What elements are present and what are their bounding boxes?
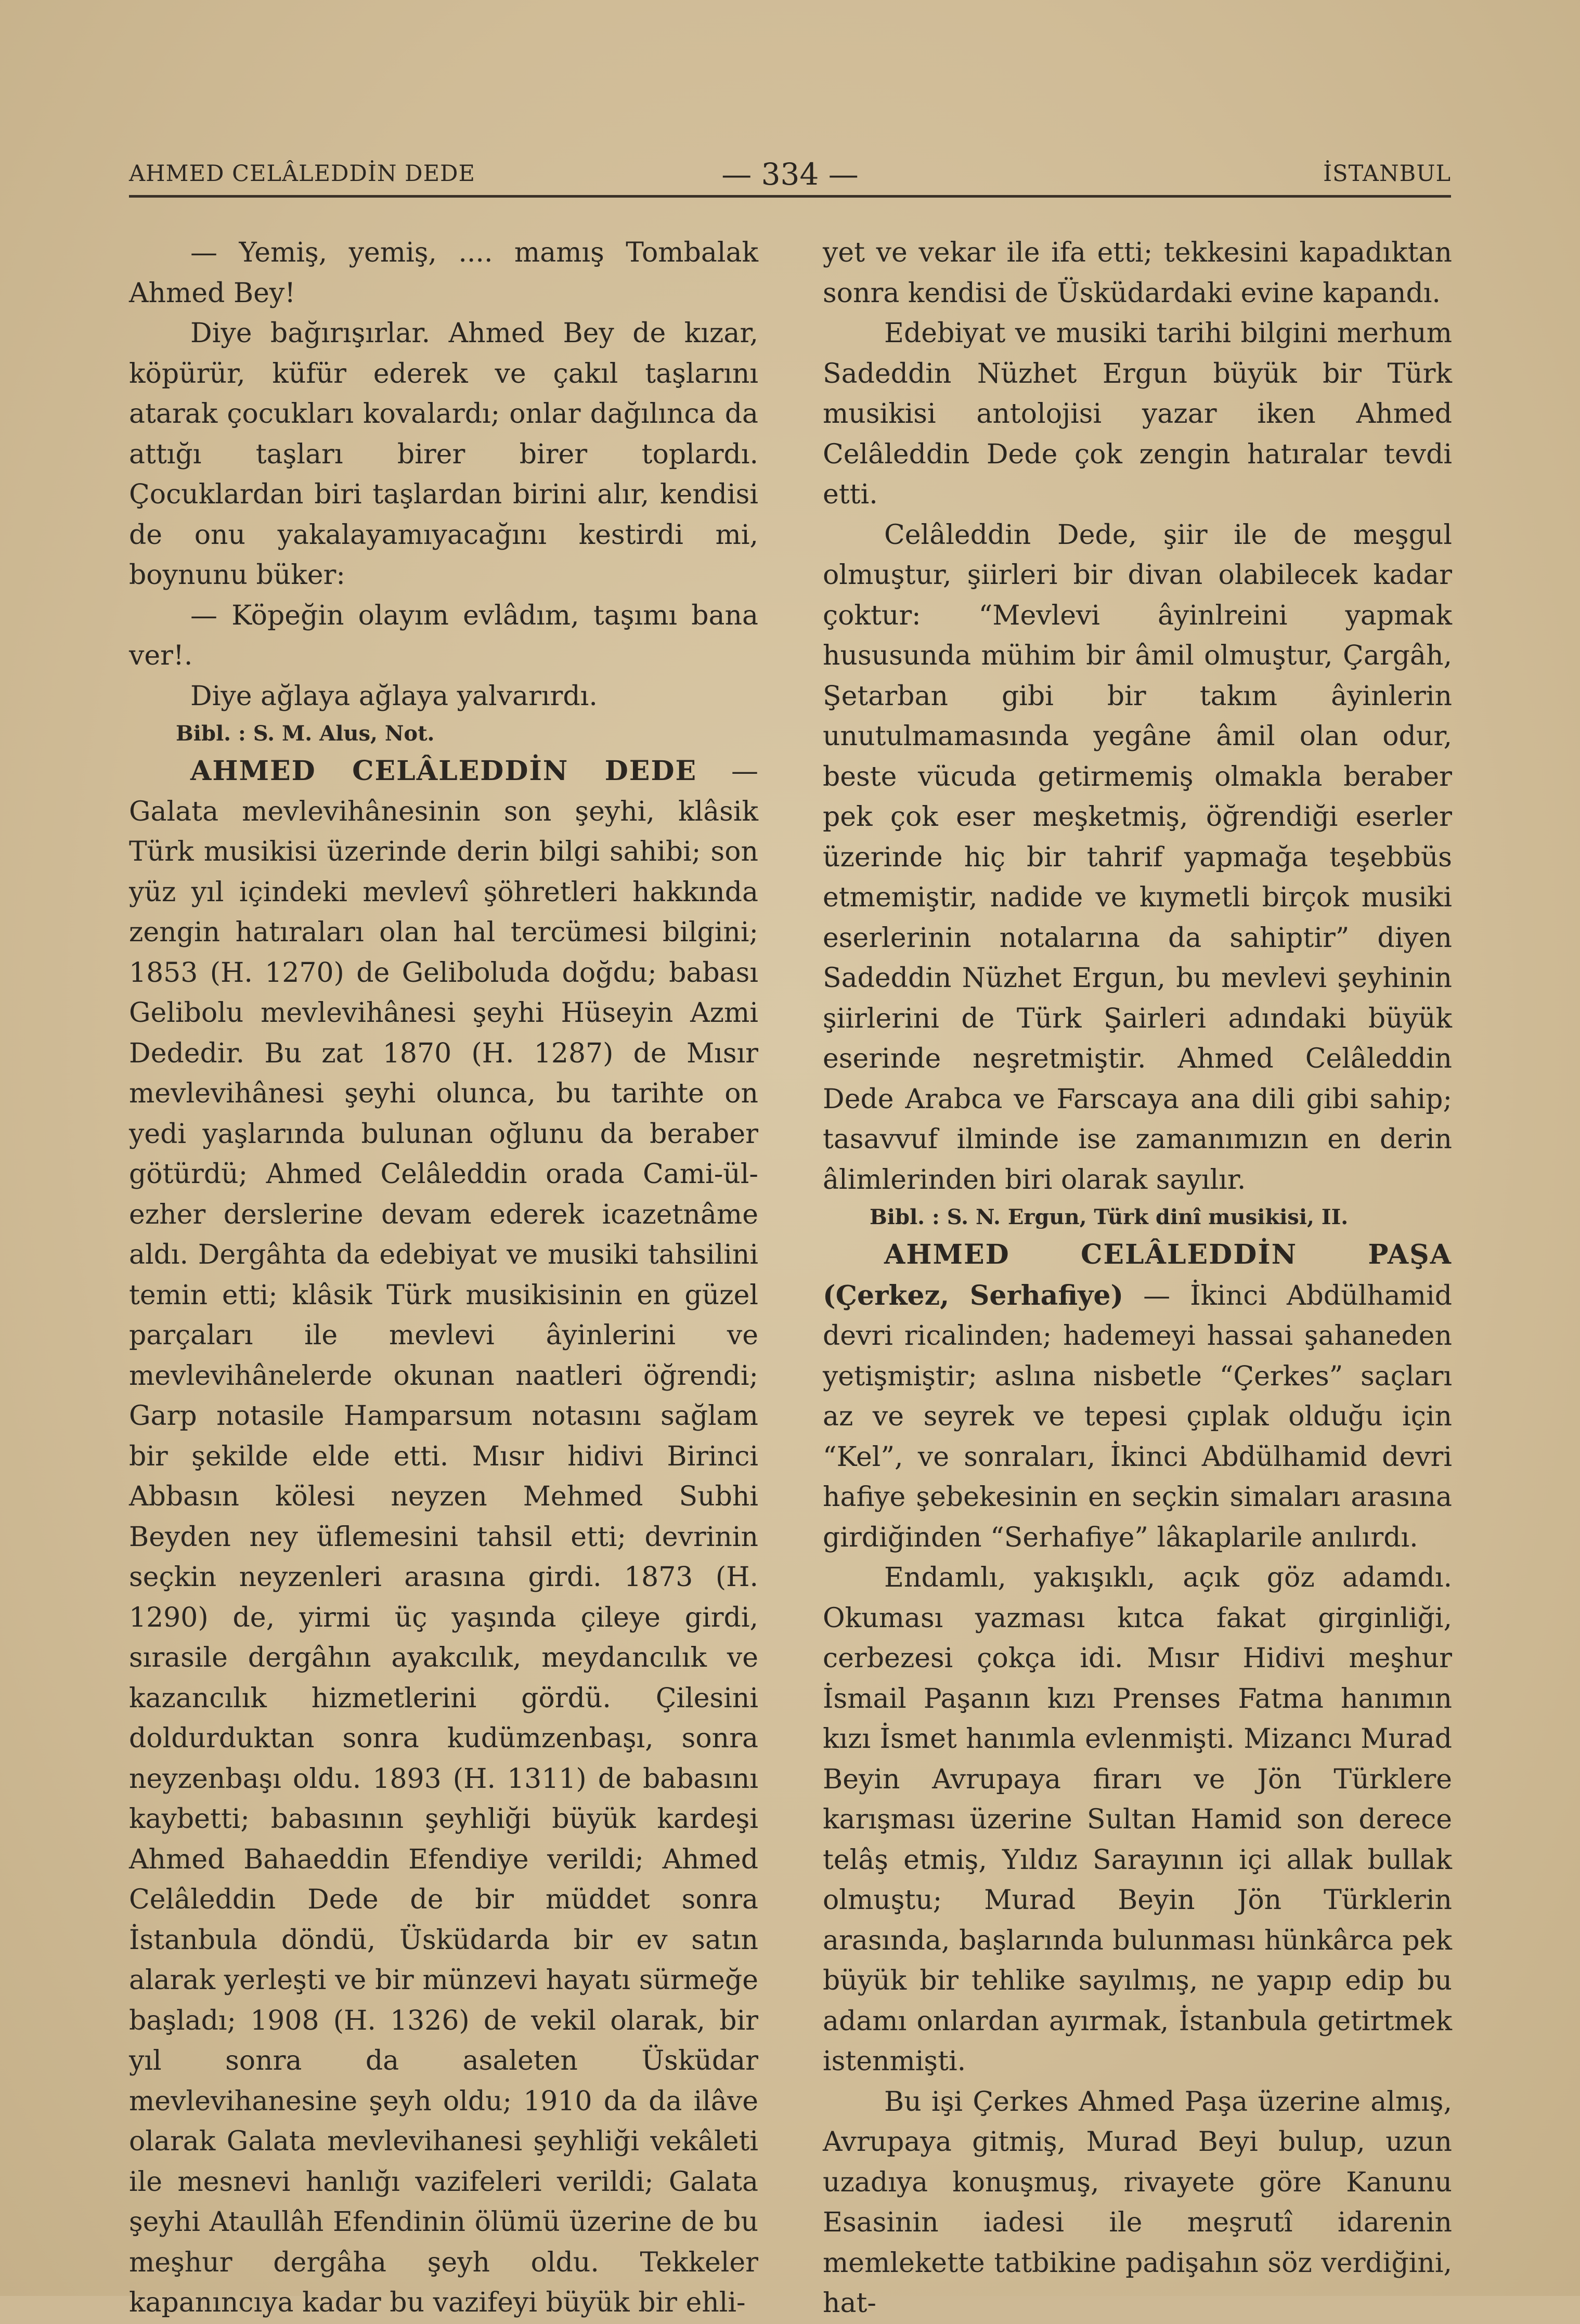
right-column bbox=[823, 233, 1452, 2324]
entry-paragraph bbox=[823, 1235, 1452, 1558]
header-section: İSTANBUL bbox=[1323, 161, 1451, 187]
bibliography-note: Bibl. : S. N. Ergun, Türk dinî musikisi, II. bbox=[870, 1205, 1349, 1229]
paragraph: Diye bağırışırlar. Ahmed Bey de kızar, köpürür, küfür ederek ve çakıl taşlarını atarak çocukları kovalardı; onlar dağılınca da attığı taşları birer birer toplardı. Çocuklardan biri taşlardan birini alır, kendisi de onu yakalayamıyacağını kestirdi mi, boynunu büker: bbox=[129, 318, 758, 591]
paragraph: Celâleddin Dede, şiir ile de meşgul olmuştur, şiirleri bir divan olabilecek kadar çoktur: “Mevlevi âyinlreini yapmak hususunda mühim bir âmil olmuştur, Çargâh, Şetarban gibi bir takım âyinlerin unutulmamasında yegâne âmil olan odur, beste vücuda getirmemiş olmakla beraber pek çok eser meşketmiş, öğrendiği eserler üzerinde hiç bir tahrif yapmağa teşebbüs etmemiştir, nadide ve kıymetli birçok musiki eserlerinin notalarına da sahiptir” diyen Sadeddin Nüzhet Ergun, bu mevlevi şeyhinin şiirlerini de Türk Şairleri adındaki büyük eserinde neşretmiştir. Ahmed Celâleddin Dede Arabca ve Farscaya ana dili gibi sahip; tasavvuf ilminde ise zamanımızın en derin âlimlerinden biri olarak sayılır. bbox=[823, 519, 1452, 1196]
header-entry-title: AHMED CELÂLEDDİN DEDE bbox=[129, 161, 475, 187]
entry-text: — İkinci Abdülhamid devri ricalinden; hademeyi hassai şahaneden yetişmiştir; aslına nisbetle “Çerkes” saçları az ve seyrek ve tepesi çıplak olduğu için “Kel”, ve sonraları, İkinci Abdülhamid devri hafiye şebekesinin en seçkin simaları arasına girdiğinden “Serhafiye” lâkaplarile anılırdı. bbox=[823, 1280, 1453, 1553]
entry-heading: AHMED CELÂLEDDİN DEDE bbox=[190, 755, 697, 787]
paragraph: — Köpeğin olayım evlâdım, taşımı bana ver!. bbox=[129, 600, 758, 671]
entry-paragraph bbox=[129, 751, 758, 2323]
left-column bbox=[129, 233, 758, 2323]
paragraph: yet ve vekar ile ifa etti; tekkesini kapadıktan sonra kendisi de Üsküdardaki evine kapandı. bbox=[823, 237, 1452, 309]
entry-text: — Galata mevlevihânesinin son şeyhi, klâsik Türk musikisi üzerinde derin bilgi sahibi; son yüz yıl içindeki mevlevî şöhretleri hakkında zengin hatıraları olan hal tercümesi bilgini; 1853 (H. 1270) de Geliboluda doğdu; babası Gelibolu mevlevihânesi şeyhi Hüseyin Azmi Dededir. Bu zat 1870 (H. 1287) de Mısır mevlevihânesi şeyhi olunca, bu tarihte on yedi yaşlarında bulunan oğlunu da beraber götürdü; Ahmed Celâleddin orada Cami-ül-ezher derslerine devam ederek icazetnâme aldı. Dergâhta da edebiyat ve musiki tahsilini temin etti; klâsik Türk musikisinin en güzel parçaları ile mevlevi âyinlerini ve mevlevihânelerde okunan naatleri öğrendi; Garp notasile Hamparsum notasını sağlam bir şekilde elde etti. Mısır hidivi Birinci Abbasın kölesi neyzen Mehmed Subhi Beyden ney üflemesini tahsil etti; devrinin seçkin neyzenleri arasına girdi. 1873 (H. 1290) de, yirmi üç yaşında çileye girdi, sırasile dergâhın ayakcılık, meydancılık ve kazancılık hizmetlerini gördü. Çilesini doldurduktan sonra kudümzenbaşı, sonra neyzenbaşı oldu. 1893 (H. 1311) de babasını kaybetti; babasının şeyhliği büyük kardeşi Ahmed Bahaeddin Efendiye verildi; Ahmed Celâleddin Dede de bir müddet sonra İstanbula döndü, Üsküdarda bir ev satın alarak yerleşti ve bir münzevi hayatı sürmeğe başladı; 1908 (H. 1326) de vekil olarak, bir yıl sonra da asaleten Üsküdar mevlevihanesine şeyh oldu; 1910 da da ilâve olarak Galata mevlevihanesi şeyhliği vekâleti ile mesnevi hanlığı vazifeleri verildi; Galata şeyhi Ataullâh Efendinin ölümü üzerine de bu meşhur dergâha şeyh oldu. Tekkeler kapanıncıya kadar bu vazifeyi büyük bir ehli- bbox=[129, 756, 759, 2318]
running-header bbox=[129, 159, 1451, 198]
paragraph: Bu işi Çerkes Ahmed Paşa üzerine almış, Avrupaya gitmiş, Murad Beyi bulup, uzun uzadıya konuşmuş, rivayete göre Kanunu Esasinin iadesi ile meşrutî idarenin memlekette tatbikine padişahın söz verdiğini, hat- bbox=[823, 2086, 1452, 2319]
paragraph: Edebiyat ve musiki tarihi bilgini merhum Sadeddin Nüzhet Ergun büyük bir Türk musikisi antolojisi yazar iken Ahmed Celâleddin Dede çok zengin hatıralar tevdi etti. bbox=[823, 318, 1452, 510]
entry-heading: AHMED CELÂLEDDİN PAŞA bbox=[884, 1239, 1452, 1270]
paragraph: — Yemiş, yemiş, .... mamış Tombalak Ahmed Bey! bbox=[129, 237, 758, 309]
paragraph: Endamlı, yakışıklı, açık göz adamdı. Okuması yazması kıtca fakat girginliği, cerbezesi çokça idi. Mısır Hidivi meşhur İsmail Paşanın kızı Prenses Fatma hanımın kızı İsmet hanımla evlenmişti. Mizancı Murad Beyin Avrupaya firarı ve Jön Türklere karışması üzerine Sultan Hamid son derece telâş etmiş, Yıldız Sarayının içi allak bullak olmuştu; Murad Beyin Jön Türklerin arasında, başlarında bulunması hünkârca pek büyük bir tehlike sayılmış, ne yapıp edip bu adamı onlardan ayırmak, İstanbula getirtmek istenmişti. bbox=[823, 1562, 1452, 2077]
paragraph: Diye ağlaya ağlaya yalvarırdı. bbox=[190, 680, 598, 712]
entry-alias: (Çerkez, Serhafiye) bbox=[823, 1279, 1124, 1312]
page-number: — 334 — bbox=[721, 157, 859, 192]
bibliography-note: Bibl. : S. M. Alus, Not. bbox=[176, 721, 435, 746]
